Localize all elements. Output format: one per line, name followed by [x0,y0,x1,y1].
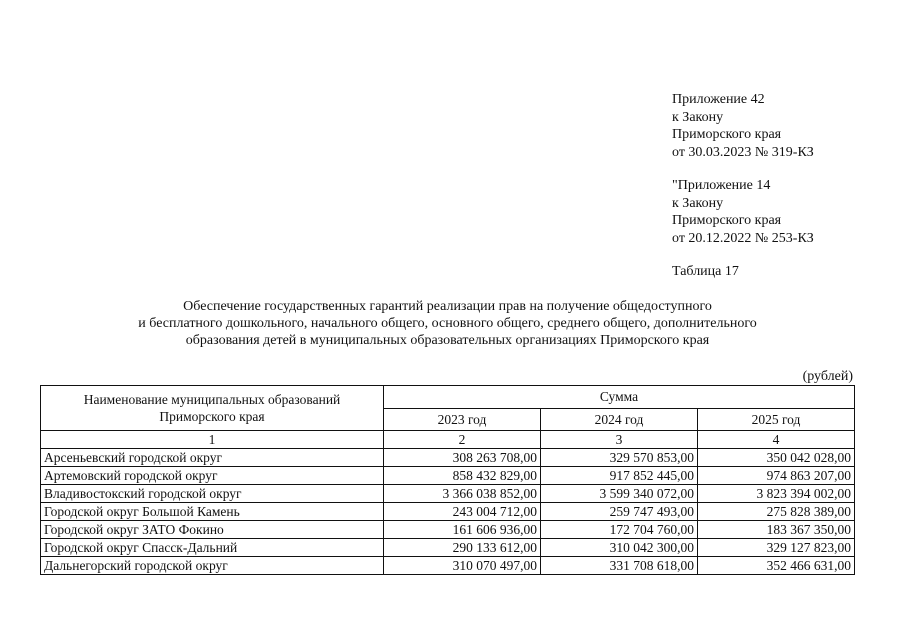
title-line2: и бесплатного дошкольного, начального общего, основного общего, среднего общего, дополнительного [138,316,757,331]
amount-2023: 3 366 038 852,00 [384,485,541,503]
appendix-original-line2: к Закону [672,195,724,211]
appendix-current-line1: Приложение 42 [672,92,765,107]
column-number: 4 [698,431,855,449]
amount-2023: 310 070 497,00 [384,557,541,575]
table-row [41,467,855,485]
amount-2025: 329 127 823,00 [698,539,855,557]
table-row [41,449,855,467]
amount-2023: 858 432 829,00 [384,467,541,485]
table-row [41,485,855,503]
amount-2023: 290 133 612,00 [384,539,541,557]
appendix-original-block [672,177,814,247]
appendix-current-block [672,91,814,161]
budget-table [40,385,855,575]
municipality-name: Городской округ ЗАТО Фокино [41,521,384,539]
municipality-name: Городской округ Спасск-Дальний [41,539,384,557]
column-number: 2 [384,431,541,449]
amount-2025: 275 828 389,00 [698,503,855,521]
table-row [41,521,855,539]
appendix-original-line4: от 20.12.2022 № 253-КЗ [672,230,814,246]
amount-2023: 161 606 936,00 [384,521,541,539]
appendix-original-line3: Приморского края [672,213,782,228]
amount-2024: 310 042 300,00 [541,539,698,557]
amount-2025: 3 823 394 002,00 [698,485,855,503]
municipality-name: Дальнегорский городской округ [41,557,384,575]
table-header-row [41,386,855,409]
column-numbers-row [41,431,855,449]
table-row [41,557,855,575]
document-title [40,298,855,349]
amount-2024: 329 570 853,00 [541,449,698,467]
units-label: (рублей) [802,369,853,384]
header-year-2025: 2025 год [698,408,855,431]
header-sum: Сумма [384,386,855,409]
appendix-current-line4: от 30.03.2023 № 319-КЗ [672,144,814,160]
municipality-name: Городской округ Большой Камень [41,503,384,521]
amount-2024: 331 708 618,00 [541,557,698,575]
amount-2024: 917 852 445,00 [541,467,698,485]
municipality-name: Владивостокский городской округ [41,485,384,503]
table-row [41,539,855,557]
header-municipality: Наименование муниципальных образований Приморского края [41,386,384,431]
header-year-2024: 2024 год [541,408,698,431]
amount-2025: 352 466 631,00 [698,557,855,575]
title-line3: образования детей в муниципальных образовательных организациях Приморского края [185,333,710,348]
table-row [41,503,855,521]
title-line1: Обеспечение государственных гарантий реализации прав на получение общедоступного [183,299,712,314]
header-year-2023: 2023 год [384,408,541,431]
municipality-name: Артемовский городской округ [41,467,384,485]
amount-2024: 172 704 760,00 [541,521,698,539]
amount-2024: 259 747 493,00 [541,503,698,521]
amount-2025: 183 367 350,00 [698,521,855,539]
column-number: 1 [41,431,384,449]
appendix-current-line2: к Закону [672,109,724,125]
amount-2023: 308 263 708,00 [384,449,541,467]
column-number: 3 [541,431,698,449]
table-number: Таблица 17 [672,264,739,279]
appendix-current-line3: Приморского края [672,127,782,142]
amount-2025: 350 042 028,00 [698,449,855,467]
amount-2025: 974 863 207,00 [698,467,855,485]
appendix-original-line1: "Приложение 14 [672,178,771,193]
amount-2023: 243 004 712,00 [384,503,541,521]
amount-2024: 3 599 340 072,00 [541,485,698,503]
municipality-name: Арсеньевский городской округ [41,449,384,467]
